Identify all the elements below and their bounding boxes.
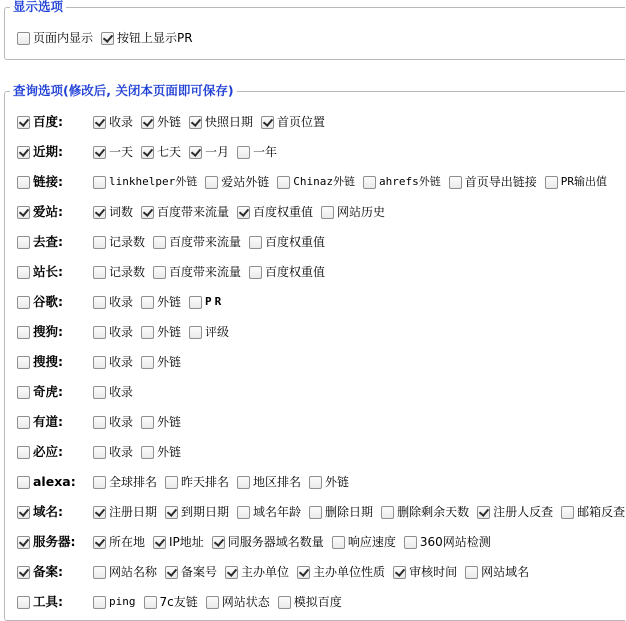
query-beian-option-4-label: 审核时间 [409, 565, 458, 579]
query-zhanzhang-option-1[interactable] [153, 265, 241, 279]
query-row-links-toggle-label: 链接: [33, 174, 63, 189]
query-links-option-0[interactable] [93, 175, 197, 189]
display-option-0[interactable] [17, 31, 93, 45]
query-aizhan-option-2-checkbox[interactable] [237, 206, 250, 219]
query-baidu-option-0[interactable] [93, 115, 133, 129]
query-aizhan-option-2[interactable] [237, 205, 313, 219]
query-row-domain-toggle-checkbox[interactable] [17, 506, 30, 519]
query-alexa-option-1-checkbox[interactable] [165, 476, 178, 489]
query-recent-option-1-label: 七天 [157, 145, 182, 159]
query-bing-option-1-label: 外链 [157, 445, 182, 459]
query-quzha-option-2-label: 百度权重值 [265, 235, 326, 249]
query-row-sogou-toggle-label: 搜狗: [33, 324, 63, 339]
query-links-option-3[interactable] [363, 175, 441, 189]
query-row-server [17, 534, 499, 550]
query-youdao-option-1-label: 外链 [157, 415, 182, 429]
query-row-tools-toggle-checkbox[interactable] [17, 596, 30, 609]
query-row-domain [17, 504, 626, 520]
query-server-option-4-checkbox[interactable] [404, 536, 417, 549]
query-quzha-option-0-label: 记录数 [109, 235, 146, 249]
query-row-youdao-toggle[interactable] [17, 415, 93, 429]
query-alexa-option-1[interactable] [165, 475, 229, 489]
query-beian-option-0[interactable] [93, 565, 157, 579]
query-server-option-0-label: 所在地 [109, 535, 146, 549]
query-links-option-0-label: linkhelper外链 [109, 175, 198, 188]
query-row-server-toggle-label: 服务器: [33, 534, 76, 549]
query-row-google-toggle[interactable] [17, 295, 93, 309]
query-youdao-option-0[interactable] [93, 415, 133, 429]
query-zhanzhang-option-2[interactable] [249, 265, 325, 279]
query-row-alexa-toggle[interactable] [17, 475, 93, 489]
query-baidu-option-3-checkbox[interactable] [261, 116, 274, 129]
query-row-tools-toggle[interactable] [17, 595, 93, 609]
query-domain-option-0[interactable] [93, 505, 157, 519]
query-server-option-4[interactable] [404, 535, 491, 549]
query-google-option-2-label: PR [205, 295, 225, 308]
query-baidu-option-0-checkbox[interactable] [93, 116, 106, 129]
query-youdao-option-1[interactable] [141, 415, 181, 429]
query-sogou-option-2-label: 评级 [205, 325, 230, 339]
query-domain-option-1-label: 到期日期 [181, 505, 230, 519]
query-row-baidu-toggle-checkbox[interactable] [17, 116, 30, 129]
query-row-tools-toggle-label: 工具: [33, 594, 63, 609]
query-alexa-option-1-label: 昨天排名 [181, 475, 230, 489]
query-alexa-option-2-checkbox[interactable] [237, 476, 250, 489]
query-alexa-option-3-checkbox[interactable] [309, 476, 322, 489]
query-bing-option-0-checkbox[interactable] [93, 446, 106, 459]
query-aizhan-option-1-checkbox[interactable] [141, 206, 154, 219]
query-row-alexa-toggle-checkbox[interactable] [17, 476, 30, 489]
query-row-soso-toggle-checkbox[interactable] [17, 356, 30, 369]
query-domain-option-3-checkbox[interactable] [309, 506, 322, 519]
query-beian-option-3[interactable] [297, 565, 385, 579]
query-aizhan-option-3-label: 网站历史 [337, 205, 386, 219]
query-recent-option-1-checkbox[interactable] [141, 146, 154, 159]
query-google-option-2[interactable] [189, 295, 224, 309]
query-soso-option-0-checkbox[interactable] [93, 356, 106, 369]
query-row-beian [17, 564, 537, 580]
query-row-baidu-toggle-label: 百度: [33, 114, 63, 129]
query-recent-option-3-label: 一年 [253, 145, 278, 159]
query-links-option-5-label: PR输出值 [560, 175, 608, 188]
query-recent-option-2[interactable] [189, 145, 229, 159]
display-option-0-label: 页面内显示 [33, 31, 94, 45]
query-row-aizhan [17, 204, 393, 220]
query-zhanzhang-option-1-label: 百度带来流量 [169, 265, 242, 279]
query-soso-option-0-label: 收录 [109, 355, 134, 369]
query-quzha-option-0-checkbox[interactable] [93, 236, 106, 249]
query-links-option-5[interactable] [545, 175, 607, 189]
query-youdao-option-0-checkbox[interactable] [93, 416, 106, 429]
query-domain-option-3[interactable] [309, 505, 373, 519]
query-server-option-3-label: 响应速度 [347, 535, 396, 549]
query-google-option-0[interactable] [93, 295, 133, 309]
query-alexa-option-3-label: 外链 [325, 475, 350, 489]
query-bing-option-1-checkbox[interactable] [141, 446, 154, 459]
query-aizhan-option-2-label: 百度权重值 [253, 205, 314, 219]
query-quzha-option-0[interactable] [93, 235, 145, 249]
query-row-domain-toggle-label: 域名: [33, 504, 63, 519]
query-zhanzhang-option-0[interactable] [93, 265, 145, 279]
query-tools-option-2-label: 网站状态 [221, 595, 270, 609]
query-tools-option-0[interactable] [93, 595, 136, 609]
query-recent-option-0-checkbox[interactable] [93, 146, 106, 159]
query-row-soso [17, 354, 189, 370]
query-row-recent-toggle-checkbox[interactable] [17, 146, 30, 159]
query-row-bing-toggle-checkbox[interactable] [17, 446, 30, 459]
query-bing-option-0[interactable] [93, 445, 133, 459]
query-row-domain-toggle[interactable] [17, 505, 93, 519]
query-row-qihoo [17, 384, 141, 400]
query-google-option-1-label: 外链 [157, 295, 182, 309]
query-qihoo-option-0-checkbox[interactable] [93, 386, 106, 399]
display-option-1[interactable] [101, 31, 193, 45]
query-sogou-option-0-checkbox[interactable] [93, 326, 106, 339]
query-baidu-option-3[interactable] [261, 115, 325, 129]
query-google-option-1-checkbox[interactable] [141, 296, 154, 309]
query-row-soso-toggle[interactable] [17, 355, 93, 369]
query-beian-option-1-checkbox[interactable] [165, 566, 178, 579]
query-soso-option-1-checkbox[interactable] [141, 356, 154, 369]
query-server-option-2-label: 同服务器域名数量 [227, 535, 324, 549]
query-links-option-3-checkbox[interactable] [363, 176, 376, 189]
query-row-bing-toggle[interactable] [17, 445, 93, 459]
query-quzha-option-1-label: 百度带来流量 [169, 235, 242, 249]
query-beian-option-3-checkbox[interactable] [297, 566, 310, 579]
query-alexa-option-0[interactable] [93, 475, 157, 489]
query-row-zhanzhang-toggle[interactable] [17, 265, 93, 279]
query-baidu-option-0-label: 收录 [109, 115, 134, 129]
query-zhanzhang-option-0-checkbox[interactable] [93, 266, 106, 279]
query-tools-option-3[interactable] [278, 595, 342, 609]
query-domain-option-4-checkbox[interactable] [381, 506, 394, 519]
query-google-option-2-checkbox[interactable] [189, 296, 202, 309]
query-domain-option-5[interactable] [477, 505, 553, 519]
query-recent-option-3-checkbox[interactable] [237, 146, 250, 159]
query-sogou-option-0-label: 收录 [109, 325, 134, 339]
query-row-quzha-toggle-label: 去查: [33, 234, 63, 249]
query-row-tools [17, 594, 350, 610]
display-option-1-checkbox[interactable] [101, 32, 114, 45]
query-baidu-option-1[interactable] [141, 115, 181, 129]
query-links-option-4-checkbox[interactable] [449, 176, 462, 189]
query-row-server-toggle-checkbox[interactable] [17, 536, 30, 549]
query-baidu-option-2-label: 快照日期 [205, 115, 254, 129]
query-alexa-option-2[interactable] [237, 475, 301, 489]
query-row-beian-toggle[interactable] [17, 565, 93, 579]
query-recent-option-2-label: 一月 [205, 145, 230, 159]
display-options-fieldset [4, 0, 625, 60]
query-beian-option-5-label: 网站域名 [481, 565, 530, 579]
query-links-option-2[interactable] [277, 175, 355, 189]
query-domain-option-2-checkbox[interactable] [237, 506, 250, 519]
query-soso-option-1[interactable] [141, 355, 181, 369]
query-links-option-1-checkbox[interactable] [205, 176, 218, 189]
query-domain-option-1[interactable] [165, 505, 229, 519]
query-soso-option-1-label: 外链 [157, 355, 182, 369]
query-row-beian-toggle-checkbox[interactable] [17, 566, 30, 579]
query-domain-option-4[interactable] [381, 505, 469, 519]
query-server-option-1-checkbox[interactable] [153, 536, 166, 549]
query-row-recent-toggle[interactable] [17, 145, 93, 159]
display-options-row [17, 30, 201, 46]
query-recent-option-3[interactable] [237, 145, 277, 159]
query-beian-option-5-checkbox[interactable] [465, 566, 478, 579]
query-row-bing-toggle-label: 必应: [33, 444, 63, 459]
query-bing-option-0-label: 收录 [109, 445, 134, 459]
query-links-option-1-label: 爱站外链 [221, 175, 270, 189]
query-domain-option-2[interactable] [237, 505, 301, 519]
query-tools-option-3-checkbox[interactable] [278, 596, 291, 609]
query-links-option-4[interactable] [449, 175, 537, 189]
query-quzha-option-1-checkbox[interactable] [153, 236, 166, 249]
query-beian-option-2-checkbox[interactable] [225, 566, 238, 579]
query-tools-option-1-checkbox[interactable] [144, 596, 157, 609]
query-domain-option-4-label: 删除剩余天数 [397, 505, 470, 519]
query-baidu-option-1-checkbox[interactable] [141, 116, 154, 129]
query-domain-option-5-checkbox[interactable] [477, 506, 490, 519]
query-row-zhanzhang-toggle-checkbox[interactable] [17, 266, 30, 279]
query-links-option-4-label: 首页导出链接 [464, 175, 537, 189]
query-quzha-option-2[interactable] [249, 235, 325, 249]
query-sogou-option-2-checkbox[interactable] [189, 326, 202, 339]
query-tools-option-1-label: 7c友链 [159, 595, 198, 609]
query-zhanzhang-option-1-checkbox[interactable] [153, 266, 166, 279]
query-domain-option-5-label: 注册人反查 [493, 505, 554, 519]
query-row-baidu-toggle[interactable] [17, 115, 93, 129]
query-server-option-0-checkbox[interactable] [93, 536, 106, 549]
query-recent-option-2-checkbox[interactable] [189, 146, 202, 159]
query-tools-option-0-label: ping [109, 595, 136, 608]
query-row-sogou [17, 324, 237, 340]
query-google-option-0-label: 收录 [109, 295, 134, 309]
query-tools-option-0-checkbox[interactable] [93, 596, 106, 609]
query-soso-option-0[interactable] [93, 355, 133, 369]
query-row-qihoo-toggle-label: 奇虎: [33, 384, 63, 399]
query-row-sogou-toggle[interactable] [17, 325, 93, 339]
query-domain-option-0-checkbox[interactable] [93, 506, 106, 519]
query-domain-option-6-checkbox[interactable] [561, 506, 574, 519]
query-server-option-4-label: 360网站检测 [419, 535, 491, 549]
query-row-recent-toggle-label: 近期: [33, 144, 63, 159]
query-google-option-1[interactable] [141, 295, 181, 309]
query-server-option-0[interactable] [93, 535, 145, 549]
query-beian-option-0-checkbox[interactable] [93, 566, 106, 579]
query-options-fieldset [4, 83, 626, 621]
query-row-quzha-toggle[interactable] [17, 235, 93, 249]
query-row-quzha-toggle-checkbox[interactable] [17, 236, 30, 249]
query-row-aizhan-toggle[interactable] [17, 205, 93, 219]
query-server-option-1[interactable] [153, 535, 204, 549]
query-beian-option-3-label: 主办单位性质 [313, 565, 386, 579]
query-recent-option-1[interactable] [141, 145, 181, 159]
query-tools-option-2[interactable] [206, 595, 270, 609]
display-options-title: 显示选项 [10, 0, 66, 15]
query-row-soso-toggle-label: 搜搜: [33, 354, 63, 369]
query-row-zhanzhang [17, 264, 333, 280]
query-row-google [17, 294, 232, 310]
query-links-option-2-label: Chinaz外链 [293, 175, 355, 188]
query-sogou-option-1-label: 外链 [157, 325, 182, 339]
query-quzha-option-2-checkbox[interactable] [249, 236, 262, 249]
query-aizhan-option-1[interactable] [141, 205, 229, 219]
query-links-option-3-label: ahrefs外链 [379, 175, 441, 188]
query-qihoo-option-0[interactable] [93, 385, 133, 399]
query-row-google-toggle-checkbox[interactable] [17, 296, 30, 309]
query-server-option-2[interactable] [212, 535, 324, 549]
query-links-option-5-checkbox[interactable] [545, 176, 558, 189]
query-row-qihoo-toggle-checkbox[interactable] [17, 386, 30, 399]
query-row-youdao [17, 414, 189, 430]
query-bing-option-1[interactable] [141, 445, 181, 459]
query-tools-option-2-checkbox[interactable] [206, 596, 219, 609]
query-options-title: 查询选项(修改后, 关闭本页面即可保存) [10, 83, 237, 99]
query-beian-option-1-label: 备案号 [181, 565, 218, 579]
query-domain-option-3-label: 删除日期 [325, 505, 374, 519]
query-sogou-option-2[interactable] [189, 325, 229, 339]
display-option-1-label: 按钮上显示PR [117, 31, 193, 45]
query-beian-option-4-checkbox[interactable] [393, 566, 406, 579]
query-aizhan-option-1-label: 百度带来流量 [157, 205, 230, 219]
query-youdao-option-1-checkbox[interactable] [141, 416, 154, 429]
query-qihoo-option-0-label: 收录 [109, 385, 134, 399]
query-row-aizhan-toggle-label: 爱站: [33, 204, 63, 219]
query-row-beian-toggle-label: 备案: [33, 564, 63, 579]
query-server-option-2-checkbox[interactable] [212, 536, 225, 549]
query-server-option-1-label: IP地址 [169, 535, 204, 549]
query-recent-option-0-label: 一天 [109, 145, 134, 159]
query-domain-option-6-label: 邮箱反查 [577, 505, 626, 519]
query-row-youdao-toggle-label: 有道: [33, 414, 63, 429]
display-option-0-checkbox[interactable] [17, 32, 30, 45]
query-row-recent [17, 144, 285, 160]
query-quzha-option-1[interactable] [153, 235, 241, 249]
query-links-option-2-checkbox[interactable] [277, 176, 290, 189]
query-aizhan-option-0-label: 词数 [109, 205, 134, 219]
query-domain-option-0-label: 注册日期 [109, 505, 158, 519]
query-sogou-option-0[interactable] [93, 325, 133, 339]
query-alexa-option-2-label: 地区排名 [253, 475, 302, 489]
query-beian-option-0-label: 网站名称 [109, 565, 158, 579]
query-domain-option-1-checkbox[interactable] [165, 506, 178, 519]
query-beian-option-4[interactable] [393, 565, 457, 579]
query-aizhan-option-3-checkbox[interactable] [321, 206, 334, 219]
query-aizhan-option-3[interactable] [321, 205, 385, 219]
query-row-qihoo-toggle[interactable] [17, 385, 93, 399]
query-row-baidu [17, 114, 333, 130]
query-tools-option-1[interactable] [144, 595, 198, 609]
query-recent-option-0[interactable] [93, 145, 133, 159]
query-row-alexa [17, 474, 357, 490]
query-row-alexa-toggle-label: alexa: [33, 474, 76, 489]
query-row-links-toggle-checkbox[interactable] [17, 176, 30, 189]
query-row-youdao-toggle-checkbox[interactable] [17, 416, 30, 429]
query-row-links [17, 174, 615, 190]
query-baidu-option-2[interactable] [189, 115, 253, 129]
query-row-google-toggle-label: 谷歌: [33, 294, 63, 309]
query-beian-option-2[interactable] [225, 565, 289, 579]
query-server-option-3[interactable] [332, 535, 396, 549]
query-baidu-option-3-label: 首页位置 [277, 115, 326, 129]
query-zhanzhang-option-2-checkbox[interactable] [249, 266, 262, 279]
query-server-option-3-checkbox[interactable] [332, 536, 345, 549]
query-alexa-option-3[interactable] [309, 475, 349, 489]
query-row-zhanzhang-toggle-label: 站长: [33, 264, 63, 279]
query-beian-option-1[interactable] [165, 565, 217, 579]
query-row-quzha [17, 234, 333, 250]
query-google-option-0-checkbox[interactable] [93, 296, 106, 309]
query-zhanzhang-option-0-label: 记录数 [109, 265, 146, 279]
query-domain-option-6[interactable] [561, 505, 625, 519]
query-links-option-0-checkbox[interactable] [93, 176, 106, 189]
query-baidu-option-1-label: 外链 [157, 115, 182, 129]
query-row-links-toggle[interactable] [17, 175, 93, 189]
query-alexa-option-0-checkbox[interactable] [93, 476, 106, 489]
query-row-server-toggle[interactable] [17, 535, 93, 549]
query-domain-option-2-label: 域名年龄 [253, 505, 302, 519]
query-row-aizhan-toggle-checkbox[interactable] [17, 206, 30, 219]
query-baidu-option-2-checkbox[interactable] [189, 116, 202, 129]
query-youdao-option-0-label: 收录 [109, 415, 134, 429]
query-sogou-option-1[interactable] [141, 325, 181, 339]
query-aizhan-option-0-checkbox[interactable] [93, 206, 106, 219]
query-links-option-1[interactable] [205, 175, 269, 189]
query-sogou-option-1-checkbox[interactable] [141, 326, 154, 339]
query-alexa-option-0-label: 全球排名 [109, 475, 158, 489]
query-beian-option-2-label: 主办单位 [241, 565, 290, 579]
query-row-bing [17, 444, 189, 460]
query-aizhan-option-0[interactable] [93, 205, 133, 219]
query-row-sogou-toggle-checkbox[interactable] [17, 326, 30, 339]
query-zhanzhang-option-2-label: 百度权重值 [265, 265, 326, 279]
query-tools-option-3-label: 模拟百度 [293, 595, 342, 609]
query-beian-option-5[interactable] [465, 565, 529, 579]
